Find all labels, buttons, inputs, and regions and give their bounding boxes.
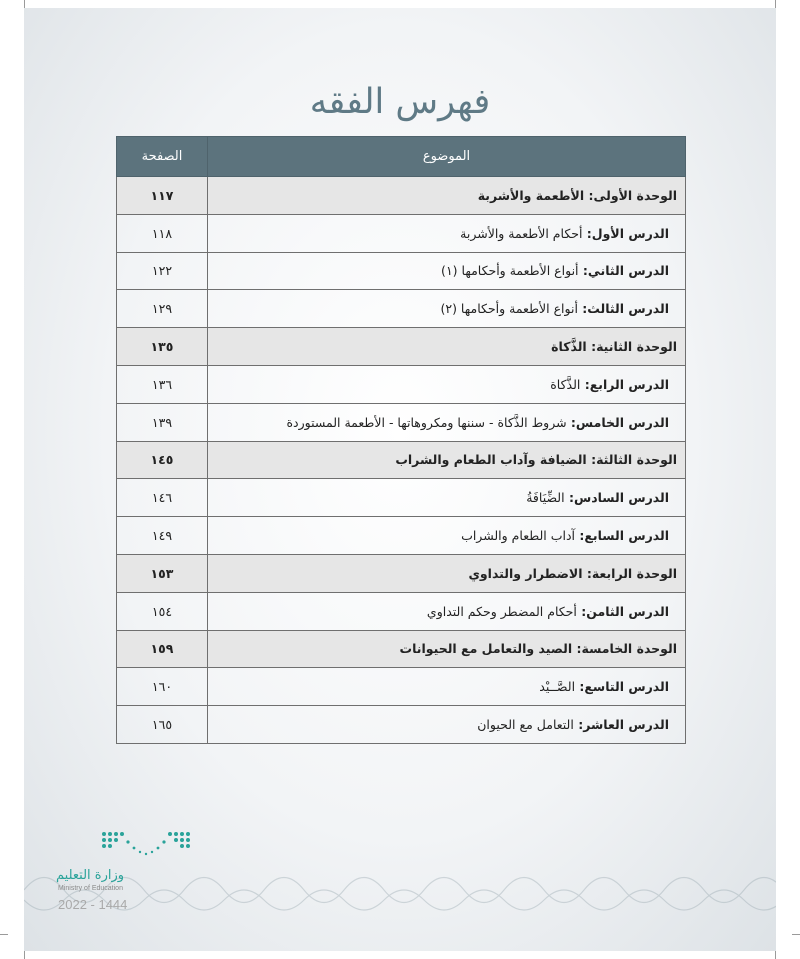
page-number-cell: ١٢٢ [117,252,208,290]
lesson-label: الدرس السادس: [564,490,669,506]
table-body [117,177,686,744]
lesson-row [117,403,686,441]
lesson-label: الدرس الأول: [582,225,669,241]
topic-cell [208,252,686,290]
topic-cell [208,403,686,441]
ministry-logo-icon [100,828,192,862]
topic-cell [208,214,686,252]
lesson-title: أنواع الأطعمة وأحكامها (١) [441,263,579,279]
lesson-label: الدرس التاسع: [575,679,669,695]
crop-mark-bottom-left [24,951,25,959]
table-header-row [117,137,686,177]
page-title: فهرس الفقه [309,82,491,122]
lesson-label: الدرس الثامن: [576,603,669,619]
page-number-cell: ١٣٦ [117,365,208,403]
unit-label: الوحدة الرابعة: [582,565,677,581]
page-number-cell: ١٤٦ [117,479,208,517]
page-number-cell: ١٦٠ [117,668,208,706]
lesson-title: أحكام الأطعمة والأشربة [460,225,583,241]
decorative-ornament [24,860,776,920]
crop-mark-right-mid [792,934,800,935]
crop-mark-top-right [775,0,776,8]
lesson-row [117,706,686,744]
topic-cell [208,177,686,215]
lesson-title: آداب الطعام والشراب [461,528,576,544]
lesson-title: أنواع الأطعمة وأحكامها (٢) [440,301,578,317]
topic-cell [208,290,686,328]
unit-label: الوحدة الثالثة: [586,452,677,468]
page-number-cell: ١٦٥ [117,706,208,744]
edition-year: 2022 - 1444 [58,897,128,912]
page-number-cell: ١٣٩ [117,403,208,441]
lesson-row [117,668,686,706]
lesson-label: الدرس الخامس: [566,414,669,430]
lesson-row [117,479,686,517]
lesson-label: الدرس العاشر: [573,717,669,733]
unit-row [117,328,686,366]
ministry-name: وزارة التعليم [56,868,125,883]
topic-cell [208,706,686,744]
lesson-title: التعامل مع الحيوان [477,717,574,733]
page-number-cell: ١٤٩ [117,517,208,555]
topic-cell [208,554,686,592]
lesson-row [117,252,686,290]
page-number-cell: ١٥٩ [117,630,208,668]
topic-cell [208,328,686,366]
lesson-row [117,517,686,555]
lesson-label: الدرس الثالث: [577,301,669,317]
unit-row [117,177,686,215]
lesson-row [117,214,686,252]
page-number-cell: ١٢٩ [117,290,208,328]
crop-mark-bottom-right [775,951,776,959]
lesson-title: شروط الذَّكاة - سننها ومكروهاتها - الأطعمة المستوردة [286,414,567,430]
unit-title: الذَّكاة [551,339,587,355]
unit-row [117,630,686,668]
unit-label: الوحدة الثانية: [586,339,677,355]
topic-cell [208,668,686,706]
lesson-label: الدرس الثاني: [578,263,669,279]
crop-mark-top-left [24,0,25,8]
header-page: الصفحة [117,137,208,177]
lesson-title: أحكام المضطر وحكم التداوي [426,603,577,619]
page-number-cell: ١٣٥ [117,328,208,366]
lesson-title: الضِّيَافَةُ [526,490,565,506]
lesson-title: الصَّــيْد [539,679,576,695]
crop-mark-left-mid [0,934,8,935]
topic-cell [208,365,686,403]
index-table [116,136,686,744]
topic-cell [208,592,686,630]
page-number-cell: ١١٨ [117,214,208,252]
unit-label: الوحدة الخامسة: [572,641,677,657]
ministry-subtitle: Ministry of Education [58,885,123,892]
unit-label: الوحدة الأولى: [584,187,677,203]
lesson-label: الدرس الرابع: [580,376,669,392]
unit-title: الاضطرار والتداوي [468,565,583,581]
topic-cell [208,441,686,479]
page-number-cell: ١٤٥ [117,441,208,479]
unit-title: الضيافة وآداب الطعام والشراب [395,452,587,468]
page-number-cell: ١١٧ [117,177,208,215]
header-topic: الموضوع [208,137,686,177]
unit-row [117,441,686,479]
unit-title: الصيد والتعامل مع الحيوانات [399,641,573,657]
lesson-title: الذَّكاة [550,376,581,392]
topic-cell [208,479,686,517]
page-number-cell: ١٥٣ [117,554,208,592]
unit-title: الأطعمة والأشربة [477,187,585,203]
lesson-row [117,365,686,403]
lesson-row [117,290,686,328]
lesson-row [117,592,686,630]
topic-cell [208,630,686,668]
page-number-cell: ١٥٤ [117,592,208,630]
lesson-label: الدرس السابع: [575,528,669,544]
topic-cell [208,517,686,555]
unit-row [117,554,686,592]
